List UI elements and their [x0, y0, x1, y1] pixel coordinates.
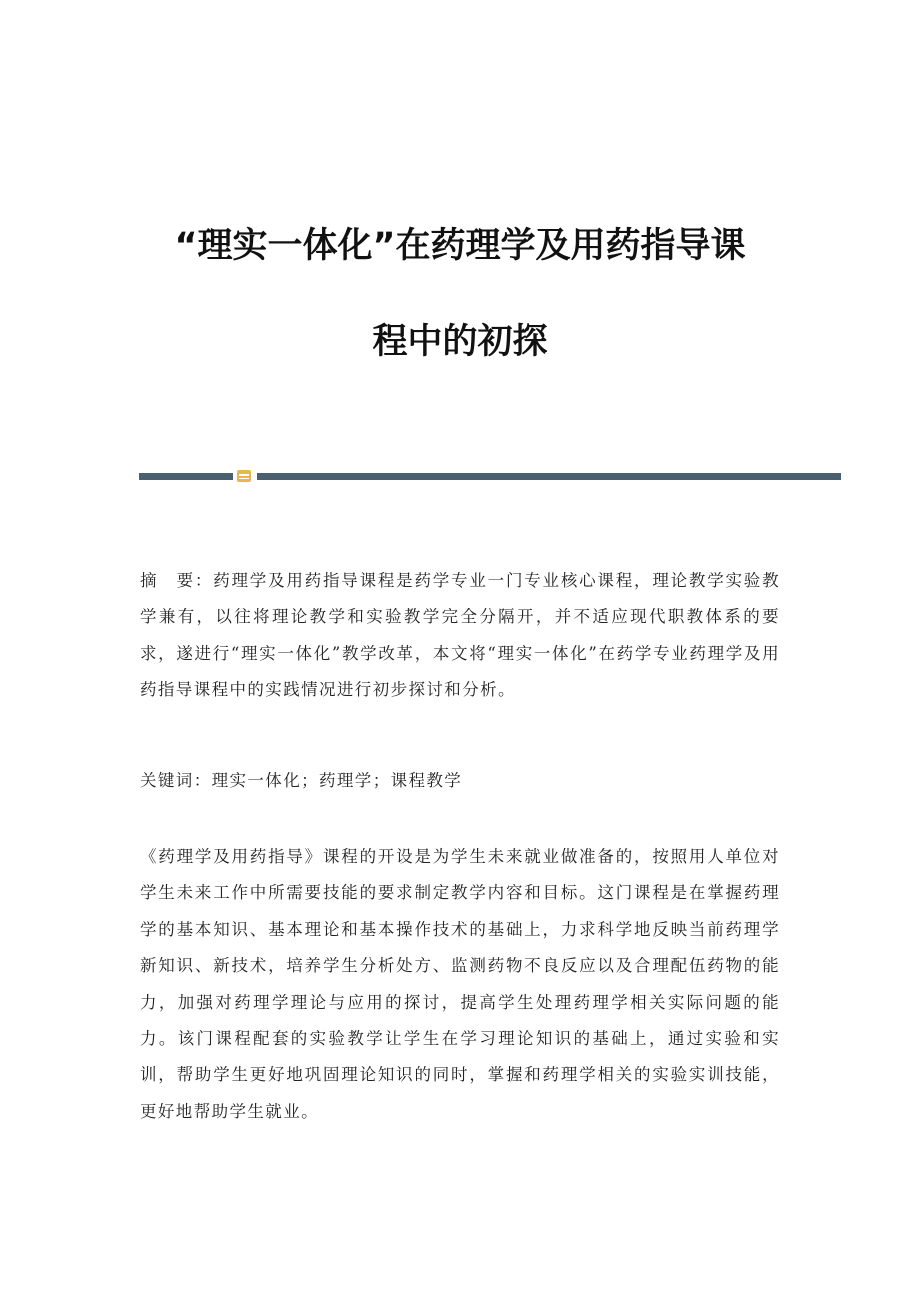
keywords-line: 关键词：理实一体化；药理学；课程教学 [140, 771, 463, 790]
divider-bar-left [139, 473, 233, 480]
document-tab-icon [237, 470, 251, 482]
title-divider [139, 470, 841, 482]
abstract-paragraph: 摘 要：药理学及用药指导课程是药学专业一门专业核心课程，理论教学实验教学兼有，以往将理论教学和实验教学完全分隔开，并不适应现代职教体系的要求，遂进行“理实一体化”教学改革，本文将“理实一体化”在药学专业药理学及用药指导课程中的实践情况进行初步探讨和分析。 [140, 571, 780, 700]
document-title-line-2: 程中的初探 [372, 322, 548, 362]
body-paragraph: 《药理学及用药指导》课程的开设是为学生未来就业做准备的，按照用人单位对学生未来工作中所需要技能的要求制定教学内容和目标。这门课程是在掌握药理学的基本知识、基本理论和基本操作技术的基础上，力求科学地反映当前药理学新知识、新技术，培养学生分析处方、监测药物不良反应以及合理配伍药物的能力，加强对药理学理论与应用的探讨，提高学生处理药理学相关实际问题的能力。该门课程配套的实验教学让学生在学习理论知识的基础上，通过实验和实训，帮助学生更好地巩固理论知识的同时，掌握和药理学相关的实验实训技能，更好地帮助学生就业。 [140, 847, 780, 1121]
document-title-line-1: “理实一体化”在药理学及用药指导课 [174, 226, 746, 266]
divider-bar-right [257, 473, 841, 480]
